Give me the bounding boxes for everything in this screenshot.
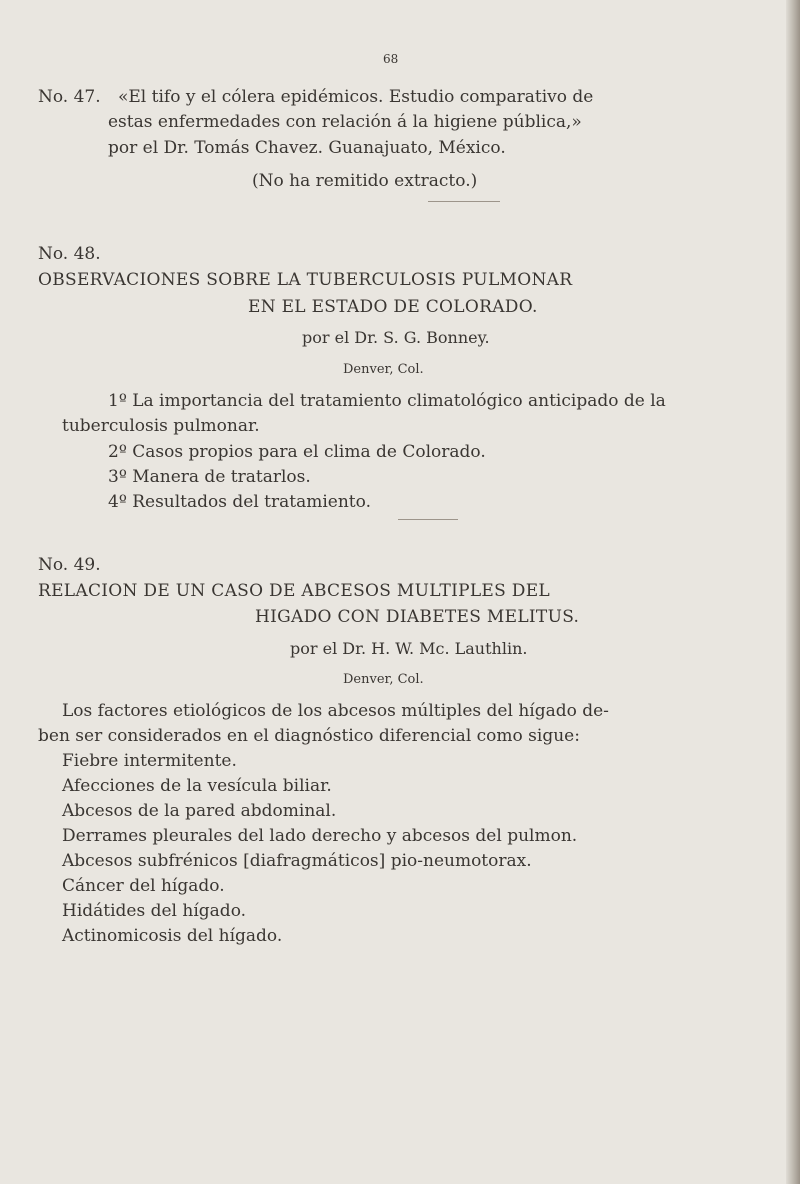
entry-48-place: Denver, Col.: [343, 362, 424, 377]
entry-47-line-3: por el Dr. Tomás Chavez. Guanajuato, México.: [108, 138, 506, 158]
entry-49-list-item: Cáncer del hígado.: [62, 876, 225, 896]
entry-48-title-line-1: OBSERVACIONES SOBRE LA TUBERCULOSIS PULMONAR: [38, 270, 573, 290]
divider: [428, 201, 500, 202]
page-edge-shadow: [786, 0, 800, 1184]
entry-49-list-item: Derrames pleurales del lado derecho y abcesos del pulmon.: [62, 826, 578, 846]
entry-49-list-item: Actinomicosis del hígado.: [62, 926, 283, 946]
entry-48-item-1: 1º La importancia del tratamiento climatológico anticipado de la: [108, 391, 666, 411]
entry-47-number: No. 47.: [38, 87, 101, 107]
entry-49-list-item: Hidátides del hígado.: [62, 901, 247, 921]
entry-49-place: Denver, Col.: [343, 672, 424, 687]
entry-49-list-item: Abcesos de la pared abdominal.: [62, 801, 337, 821]
entry-47-line-2: estas enfermedades con relación á la higiene pública,»: [108, 112, 582, 132]
entry-48-item-1-cont: tuberculosis pulmonar.: [62, 416, 260, 436]
entry-48-item-3: 3º Manera de tratarlos.: [108, 467, 311, 487]
entry-47-line-1: «El tifo y el cólera epidémicos. Estudio comparativo de: [118, 87, 594, 107]
entry-49-list-item: Fiebre intermitente.: [62, 751, 237, 771]
entry-49-number: No. 49.: [38, 555, 101, 575]
entry-48-item-4: 4º Resultados del tratamiento.: [108, 492, 371, 512]
entry-48-number: No. 48.: [38, 244, 101, 264]
entry-48-title-line-2: EN EL ESTADO DE COLORADO.: [248, 297, 538, 317]
entry-48-item-2: 2º Casos propios para el clima de Colorado.: [108, 442, 486, 462]
entry-49-title-line-2: HIGADO CON DIABETES MELITUS.: [255, 607, 580, 627]
entry-49-title-line-1: RELACION DE UN CASO DE ABCESOS MULTIPLES DEL: [38, 581, 551, 601]
entry-49-paragraph-line-2: ben ser considerados en el diagnóstico diferencial como sigue:: [38, 726, 580, 746]
entry-49-paragraph-line-1: Los factores etiológicos de los abcesos múltiples del hígado de-: [62, 701, 609, 721]
entry-49-author: por el Dr. H. W. Mc. Lauthlin.: [290, 639, 528, 658]
entry-49-list-item: Abcesos subfrénicos [diafragmáticos] pio-neumotorax.: [62, 851, 532, 871]
entry-47-note: (No ha remitido extracto.): [252, 171, 478, 191]
page-number: 68: [383, 52, 399, 66]
divider: [398, 519, 458, 520]
entry-49-list-item: Afecciones de la vesícula biliar.: [62, 776, 332, 796]
entry-48-author: por el Dr. S. G. Bonney.: [302, 328, 490, 347]
